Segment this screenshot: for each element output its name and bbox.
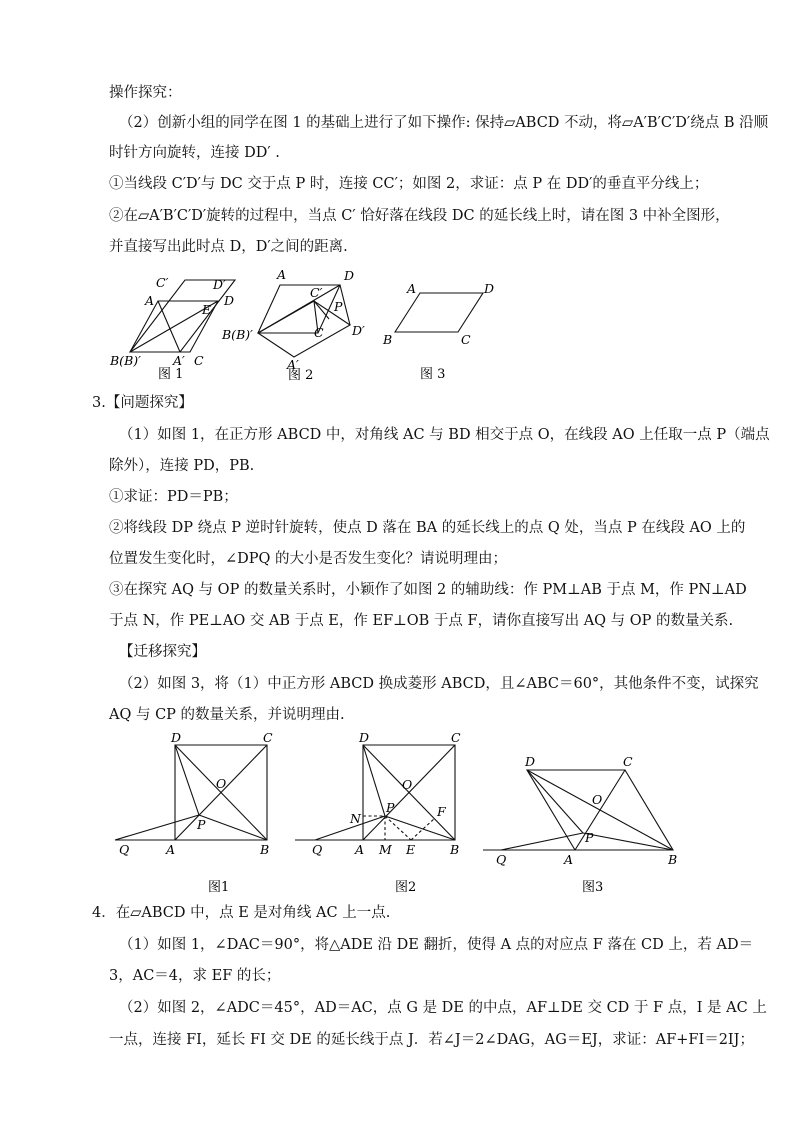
figure-row-top	[100, 265, 520, 390]
label-a-prime: A′	[173, 353, 185, 368]
label-p: P	[197, 817, 206, 832]
figure-1-parallelograms	[109, 275, 235, 382]
label-a: A	[407, 281, 417, 296]
text-q3-part1: （1）如图 1，在正方形 ABCD 中，对角线 AC 与 BD 相交于点 O，在线段 AO 上任取一点 P（端点	[119, 427, 770, 443]
caption-figure-3: 图3	[582, 880, 604, 895]
label-b: B	[260, 842, 270, 857]
label-c: C	[314, 325, 324, 340]
text-q4-part2-cont: 一点，连接 FI，延长 FI 交 DE 的延长线于点 J．若∠J＝2∠DAG，AG＝EJ，求证：AF+FI＝2IJ；	[109, 1032, 754, 1048]
text-q2-part: （2）创新小组的同学在图 1 的基础上进行了如下操作: 保持▱ABCD 不动，将▱A′B′C′D′绕点 B 沿顺	[119, 115, 769, 131]
label-d: D	[344, 268, 355, 283]
label-a-prime: A′	[287, 357, 299, 372]
figure-3-parallelogram	[382, 281, 494, 382]
text-q3-sub1: ①求证：PD＝PB；	[109, 489, 238, 505]
label-b: B	[383, 332, 393, 347]
label-c: C	[194, 353, 204, 368]
text-q4-part1: （1）如图 1，∠DAC＝90°，将△ADE 沿 DE 翻折，使得 A 点的对应点 F 落在 CD 上，若 AD＝	[119, 937, 754, 953]
label-d: D	[359, 730, 370, 745]
text-q4-part2: （2）如图 2，∠ADC＝45°，AD＝AC，点 G 是 DE 的中点，AF⊥DE 交 CD 于 F 点，I 是 AC 上	[119, 1000, 767, 1016]
text-q3-part2: （2）如图 3，将（1）中正方形 ABCD 换成菱形 ABCD，且∠ABC＝60°，其他条件不变，试探究	[119, 676, 759, 692]
label-d: D	[525, 754, 536, 769]
figure-row-middle	[105, 730, 695, 900]
text-q3-part2-cont: AQ 与 CP 的数量关系，并说明理由.	[109, 707, 345, 723]
label-c: C	[461, 332, 471, 347]
text-migration-heading: 【迁移探究】	[119, 644, 206, 660]
label-c: C	[263, 730, 273, 745]
label-q: Q	[312, 842, 323, 857]
label-d: D	[484, 281, 495, 296]
label-d: D	[171, 730, 182, 745]
text-q3-part1-cont: 除外），连接 PD，PB.	[109, 458, 255, 474]
label-m: M	[379, 842, 392, 857]
label-f: F	[437, 804, 446, 819]
text-q2-cont: 时针方向旋转，连接 DD′ .	[109, 145, 280, 161]
text-q2-sub1: ①当线段 C′D′与 DC 交于点 P 时，连接 CC′；如图 2，求证：点 P 在 DD′的垂直平分线上；	[109, 176, 709, 192]
label-c: C	[623, 754, 633, 769]
label-o: O	[216, 776, 227, 791]
label-p: P	[386, 800, 395, 815]
text-q2-sub2-cont: 并直接写出此时点 D，D′之间的距离.	[109, 239, 348, 255]
label-c-prime: C′	[156, 275, 169, 290]
text-q3-sub2: ②将线段 DP 绕点 P 逆时针旋转，使点 D 落在 BA 的延长线上的点 Q 处，当点 P 在线段 AO 上的	[109, 520, 746, 536]
label-c: C	[451, 730, 461, 745]
text-q3-sub3-cont: 于点 N，作 PE⊥AO 交 AB 于点 E，作 EF⊥OB 于点 F，请你直接写出 AQ 与 OP 的数量关系.	[109, 613, 734, 629]
figure-2-square-aux	[295, 730, 461, 895]
label-e: E	[406, 842, 416, 857]
label-b: B	[668, 852, 678, 867]
label-a: A	[277, 267, 287, 282]
label-b: B(B)′	[222, 327, 253, 342]
label-p: P	[334, 299, 343, 314]
label-d: D	[224, 293, 235, 308]
text-q3-heading: 3.【问题探究】	[92, 395, 193, 411]
caption-figure-1: 图1	[208, 880, 230, 895]
caption-figure-2: 图2	[395, 880, 417, 895]
caption-figure-2: 图 2	[288, 368, 314, 383]
label-b: B	[450, 842, 460, 857]
label-q: Q	[496, 852, 507, 867]
label-a: A	[355, 842, 365, 857]
label-b: B(B)′	[110, 353, 141, 368]
caption-figure-1: 图 1	[158, 367, 184, 382]
text-q4-part1-cont: 3，AC＝4，求 EF 的长；	[109, 968, 281, 984]
text-q2-sub2: ②在▱A′B′C′D′旋转的过程中，当点 C′ 恰好落在线段 DC 的延长线上时，请在图 3 中补全图形，	[109, 208, 730, 224]
text-q3-sub2-cont: 位置发生变化时，∠DPQ 的大小是否发生变化？请说明理由；	[109, 551, 508, 567]
label-e: E	[202, 302, 212, 317]
label-a: A	[145, 293, 155, 308]
text-q4-heading: 4．在▱ABCD 中，点 E 是对角线 AC 上一点.	[92, 905, 391, 921]
label-p: P	[585, 830, 594, 845]
label-c-prime: C′	[310, 285, 323, 300]
label-o: O	[592, 792, 603, 807]
label-a: A	[166, 842, 176, 857]
label-d-prime: D′	[352, 323, 365, 338]
label-n: N	[350, 811, 361, 826]
label-d-prime: D′	[213, 277, 226, 292]
figure-2-rotation	[221, 267, 365, 383]
text-heading-operation: 操作探究：	[109, 85, 182, 101]
label-q: Q	[119, 842, 130, 857]
caption-figure-3: 图 3	[420, 367, 446, 382]
figure-1-square	[115, 730, 273, 895]
text-q3-sub3: ③在探究 AQ 与 OP 的数量关系时，小颖作了如图 2 的辅助线：作 PM⊥AB 于点 M，作 PN⊥AD	[109, 582, 747, 598]
label-a: A	[564, 852, 574, 867]
figure-3-rhombus	[483, 754, 677, 895]
label-o: O	[402, 777, 413, 792]
